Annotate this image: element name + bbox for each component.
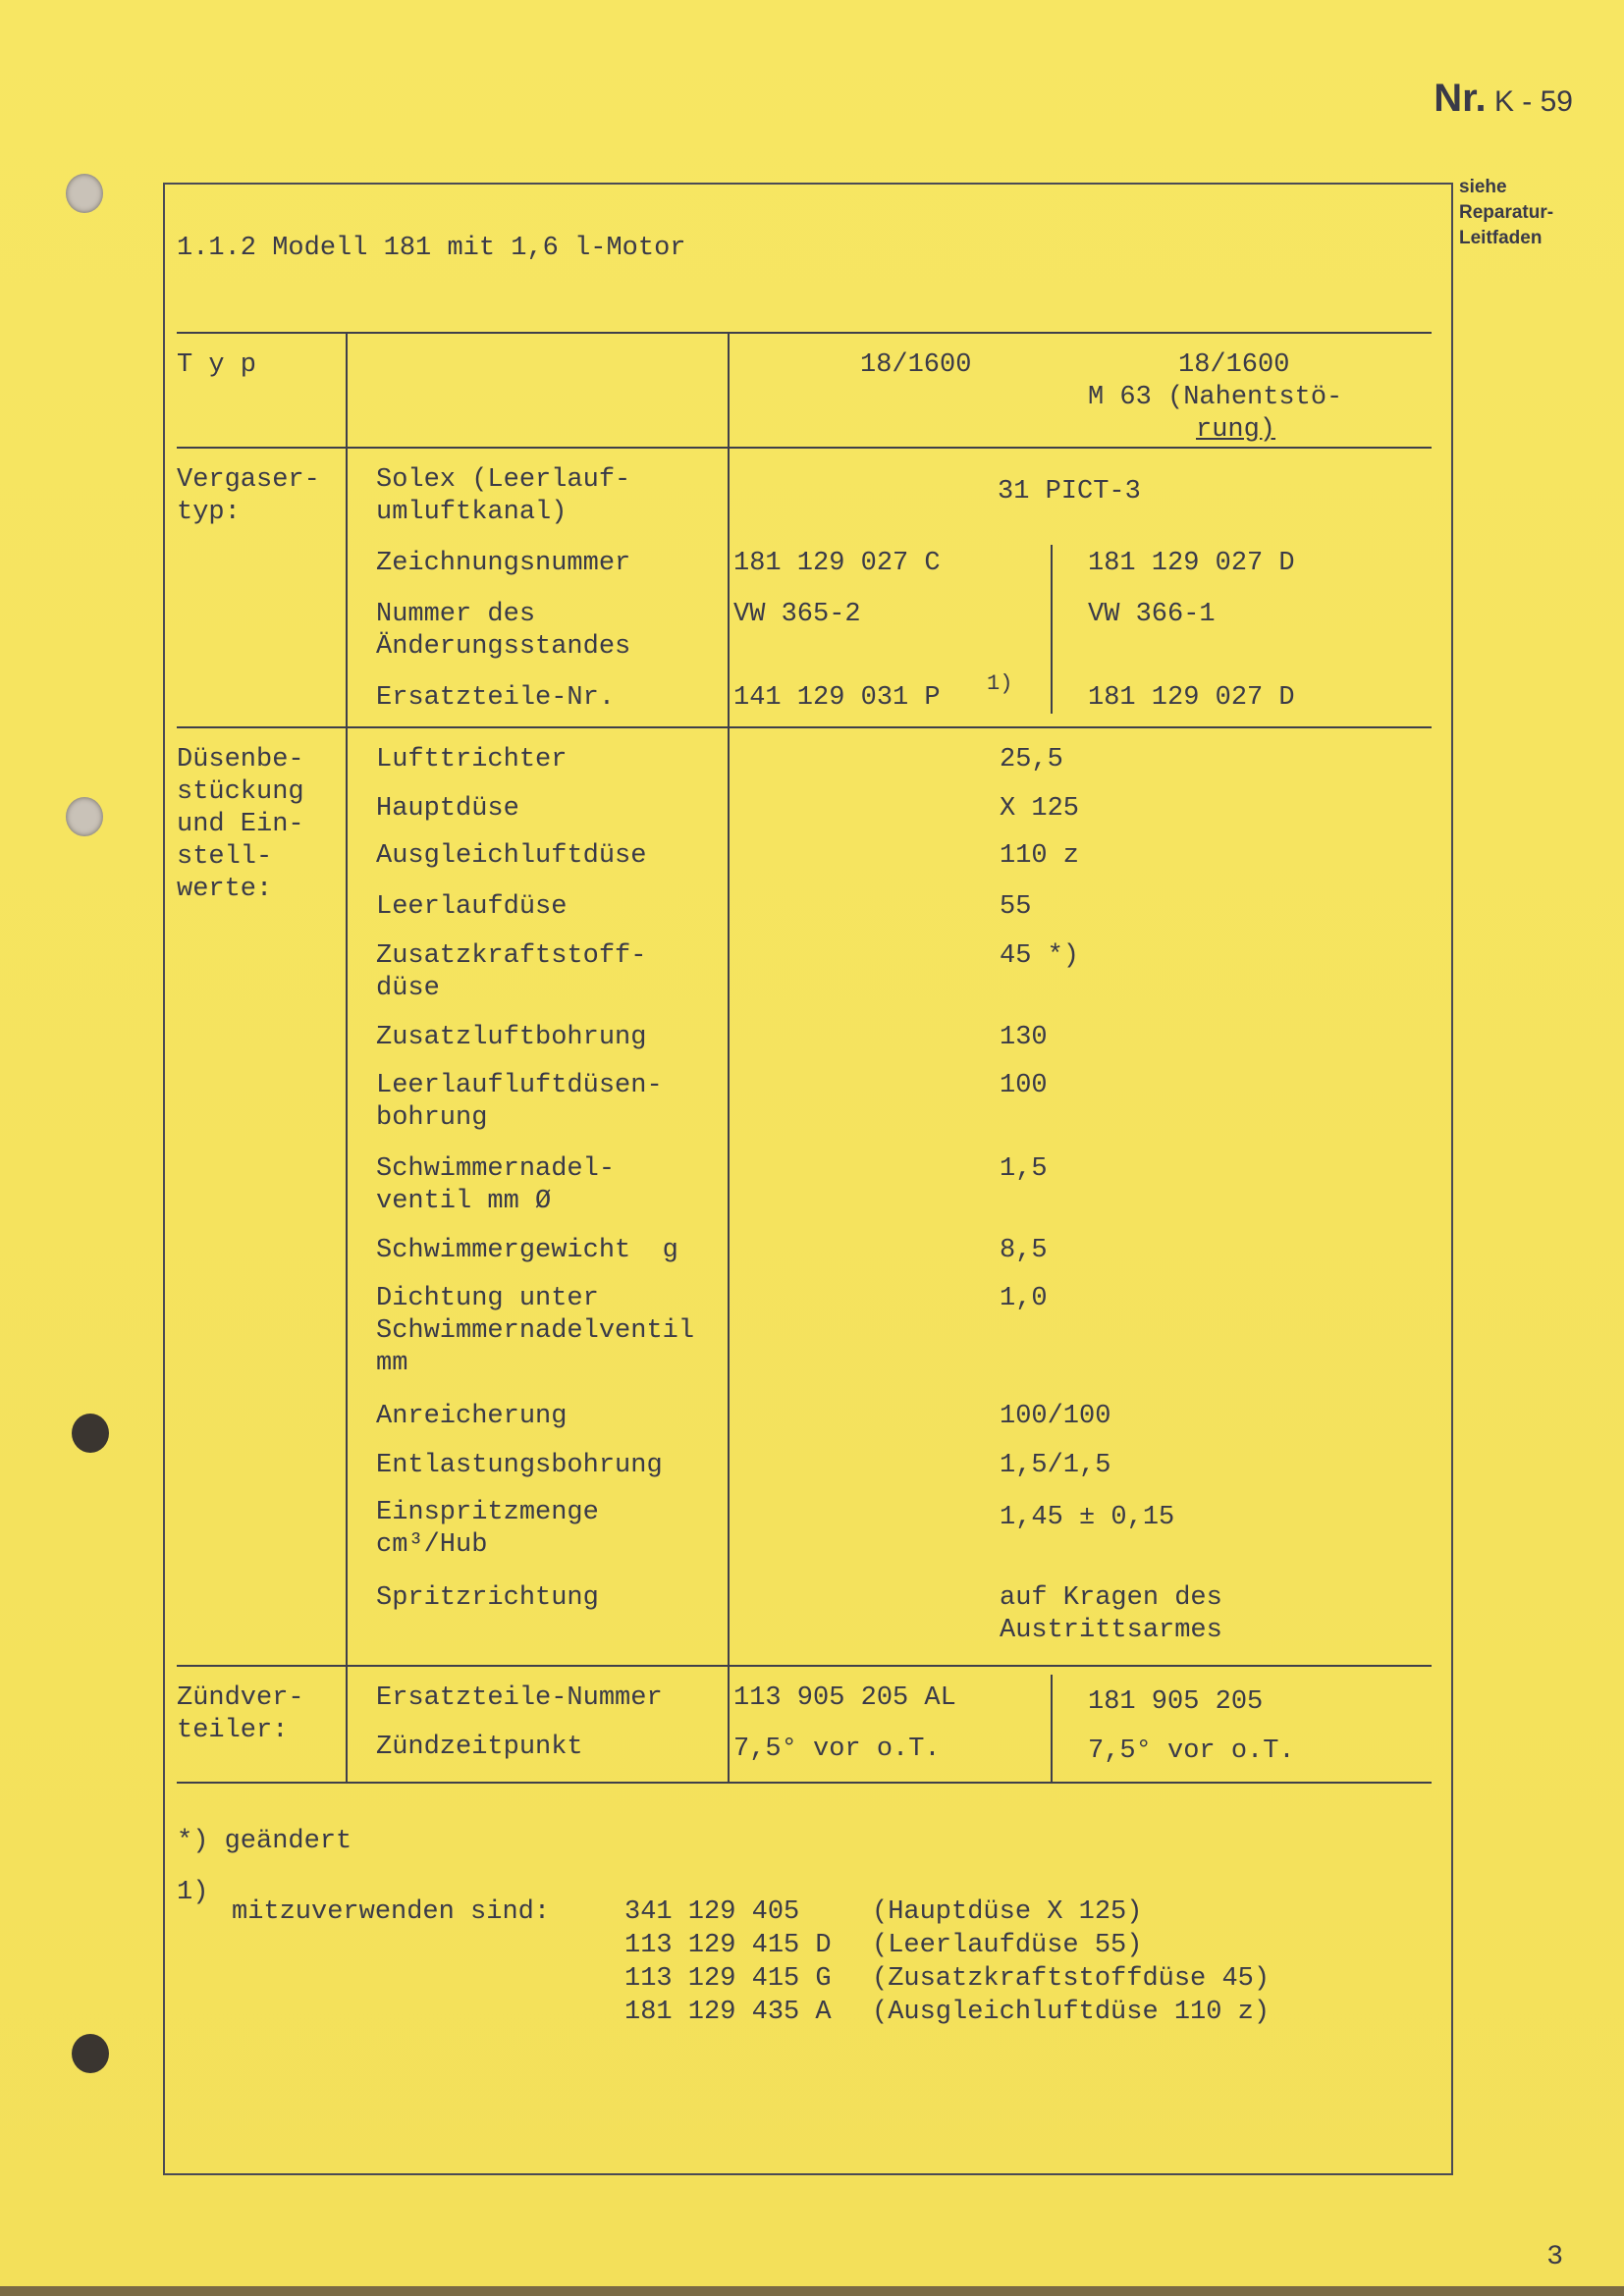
col2-header-line: M 63 (Nahentstö-	[1088, 383, 1343, 412]
row-value: 8,5	[1000, 1236, 1048, 1265]
col1-header: 18/1600	[860, 350, 972, 380]
row-label: ventil mm Ø	[376, 1187, 552, 1216]
typ-label: T y p	[177, 350, 257, 380]
footnote-part-number: 113 129 415 D	[624, 1931, 832, 1960]
row-label: mm	[376, 1349, 408, 1378]
row-value: VW 365-2	[733, 600, 861, 629]
table-column-line	[728, 332, 730, 1782]
row-value: 110 z	[1000, 841, 1080, 871]
row-value: 100/100	[1000, 1402, 1111, 1431]
footnote-part-desc: (Ausgleichluftdüse 110 z)	[872, 1998, 1271, 2027]
footnote-part-desc: (Zusatzkraftstoffdüse 45)	[872, 1964, 1271, 1994]
table-rule	[177, 1665, 1432, 1667]
section-title: 1.1.2 Modell 181 mit 1,6 l-Motor	[177, 234, 686, 263]
footnote-part-desc: (Hauptdüse X 125)	[872, 1897, 1143, 1927]
table-rule	[177, 1782, 1432, 1784]
row-label: Schwimmergewicht g	[376, 1236, 678, 1265]
footnote-marker: 1)	[177, 1878, 209, 1907]
row-value: 25,5	[1000, 745, 1063, 774]
row-value: 1,5	[1000, 1154, 1048, 1184]
side-note-line: Leitfaden	[1459, 228, 1543, 248]
row-label: Einspritzmenge	[376, 1498, 599, 1527]
row-value: 7,5° vor o.T.	[1088, 1736, 1295, 1766]
row-value: 141 129 031 P	[733, 683, 941, 713]
row-label: Dichtung unter	[376, 1284, 599, 1313]
document-number-prefix: Nr.	[1434, 77, 1487, 120]
footnote-part-number: 113 129 415 G	[624, 1964, 832, 1994]
row-value: 181 129 027 C	[733, 549, 941, 578]
duesen-label: werte:	[177, 875, 273, 904]
row-label: Leerlaufluftdüsen-	[376, 1071, 663, 1100]
row-label: Zusatzkraftstoff-	[376, 941, 647, 971]
punch-hole	[72, 2034, 109, 2073]
zund-label: Zündver-	[177, 1683, 304, 1713]
punch-hole	[72, 1414, 109, 1453]
vergaser-label: Vergaser-	[177, 465, 320, 495]
row-label: Schwimmernadelventil	[376, 1316, 695, 1346]
row-value: Austrittsarmes	[1000, 1616, 1222, 1645]
row-label: düse	[376, 974, 440, 1003]
row-label: Entlastungsbohrung	[376, 1451, 663, 1480]
table-column-line	[1051, 545, 1053, 714]
row-label: Anreicherung	[376, 1402, 568, 1431]
row-value: 1,0	[1000, 1284, 1048, 1313]
row-value: 7,5° vor o.T.	[733, 1735, 941, 1764]
footnote-marker: 1)	[987, 671, 1013, 696]
punch-hole	[66, 797, 103, 836]
page-edge	[0, 2286, 1624, 2296]
row-label: Nummer des	[376, 600, 536, 629]
page-number: 3	[1546, 2242, 1563, 2272]
row-label: Hauptdüse	[376, 794, 519, 824]
row-label: Zündzeitpunkt	[376, 1733, 583, 1762]
row-label: Spritzrichtung	[376, 1583, 599, 1613]
table-rule	[177, 332, 1432, 334]
row-label: Ersatzteile-Nr.	[376, 683, 616, 713]
duesen-label: stell-	[177, 842, 273, 872]
col2-header-line: rung)	[1196, 415, 1276, 445]
row-label: cm³/Hub	[376, 1530, 488, 1560]
row-label: Änderungsstandes	[376, 632, 631, 662]
document-number-value: K - 59	[1493, 85, 1573, 118]
row-value: 181 129 027 D	[1088, 683, 1295, 713]
row-value: 181 905 205	[1088, 1687, 1264, 1717]
row-label: Ersatzteile-Nummer	[376, 1683, 663, 1713]
row-label: Leerlaufdüse	[376, 892, 568, 922]
row-value: 181 129 027 D	[1088, 549, 1295, 578]
row-label: Solex (Leerlauf-	[376, 465, 631, 495]
footnote-star: *) geändert	[177, 1827, 352, 1856]
row-label: Zusatzluftbohrung	[376, 1023, 647, 1052]
punch-hole	[66, 174, 103, 213]
page-frame	[163, 183, 1453, 2175]
row-value: 100	[1000, 1071, 1048, 1100]
side-note	[1459, 175, 1577, 251]
row-label: Zeichnungsnummer	[376, 549, 631, 578]
row-label: Schwimmernadel-	[376, 1154, 616, 1184]
row-label: Ausgleichluftdüse	[376, 841, 647, 871]
row-value: VW 366-1	[1088, 600, 1216, 629]
footnote-label: mitzuverwenden sind:	[232, 1897, 551, 1927]
row-value: 45 *)	[1000, 941, 1080, 971]
row-value: 31 PICT-3	[998, 477, 1141, 507]
side-note-line: Reparatur-	[1459, 202, 1554, 223]
table-column-line	[1051, 1675, 1053, 1782]
table-rule	[177, 726, 1432, 728]
row-value: 113 905 205 AL	[733, 1683, 956, 1713]
row-value: 130	[1000, 1023, 1048, 1052]
row-value: 1,5/1,5	[1000, 1451, 1111, 1480]
row-value: X 125	[1000, 794, 1080, 824]
vergaser-label: typ:	[177, 498, 241, 527]
document-number	[1434, 77, 1573, 121]
col2-header-line: 18/1600	[1178, 350, 1290, 380]
zund-label: teiler:	[177, 1716, 289, 1745]
row-label: umluftkanal)	[376, 498, 568, 527]
footnote-part-desc: (Leerlaufdüse 55)	[872, 1931, 1143, 1960]
table-column-line	[346, 332, 348, 1782]
duesen-label: stückung	[177, 777, 304, 807]
side-note-line: siehe	[1459, 177, 1507, 197]
footnote-part-number: 341 129 405	[624, 1897, 832, 1927]
duesen-label: und Ein-	[177, 810, 304, 839]
duesen-label: Düsenbe-	[177, 745, 304, 774]
row-value: auf Kragen des	[1000, 1583, 1222, 1613]
row-value: 55	[1000, 892, 1032, 922]
footnote-part-number: 181 129 435 A	[624, 1998, 832, 2027]
table-rule	[177, 447, 1432, 449]
row-label: bohrung	[376, 1103, 488, 1133]
row-value: 1,45 ± 0,15	[1000, 1503, 1175, 1532]
row-label: Lufttrichter	[376, 745, 568, 774]
